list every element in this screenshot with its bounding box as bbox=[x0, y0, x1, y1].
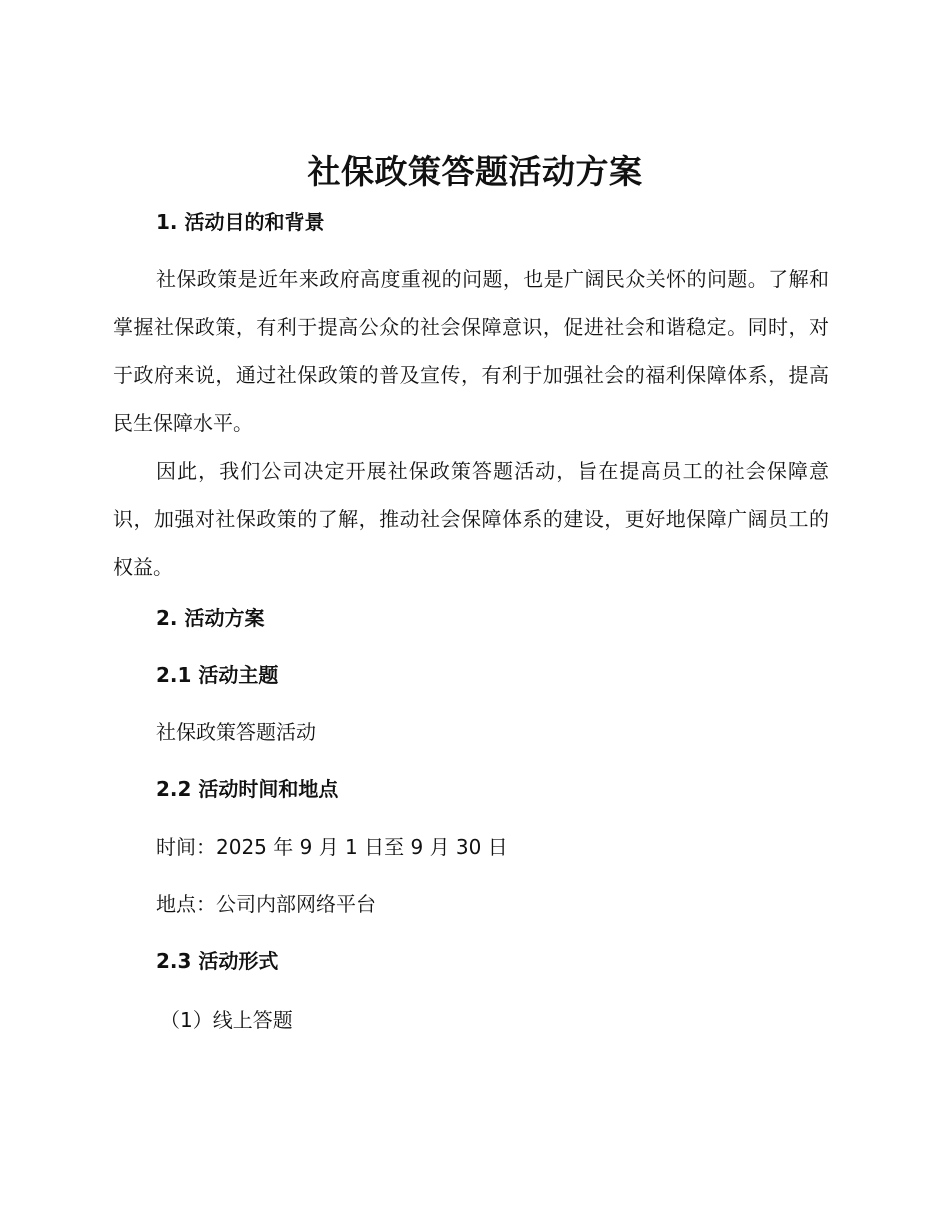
document-title: 社保政策答题活动方案 bbox=[307, 152, 643, 191]
section-1-heading: 1. 活动目的和背景 bbox=[156, 210, 325, 234]
section-2-1-heading: 2.1 活动主题 bbox=[156, 663, 279, 687]
activity-theme-text: 社保政策答题活动 bbox=[156, 720, 316, 744]
activity-time-text: 时间：2025 年 9 月 1 日至 9 月 30 日 bbox=[156, 835, 508, 859]
activity-place-text: 地点：公司内部网络平台 bbox=[156, 892, 376, 916]
activity-form-item-1: （1）线上答题 bbox=[160, 1008, 293, 1032]
section-2-2-heading: 2.2 活动时间和地点 bbox=[156, 777, 339, 801]
section-2-heading: 2. 活动方案 bbox=[156, 606, 265, 630]
section-2-3-heading: 2.3 活动形式 bbox=[156, 949, 279, 973]
section-1-paragraph-1: 社保政策是近年来政府高度重视的问题，也是广阔民众关怀的问题。了解和掌握社保政策，有利于提高公众的社会保障意识，促进社会和谐稳定。同时，对于政府来说，通过社保政策的普及宣传，有利于加强社会的福利保障体系，提高民生保障水平。 bbox=[113, 267, 829, 435]
section-1-paragraph-2: 因此，我们公司决定开展社保政策答题活动，旨在提高员工的社会保障意识，加强对社保政策的了解，推动社会保障体系的建设，更好地保障广阔员工的权益。 bbox=[113, 459, 829, 579]
